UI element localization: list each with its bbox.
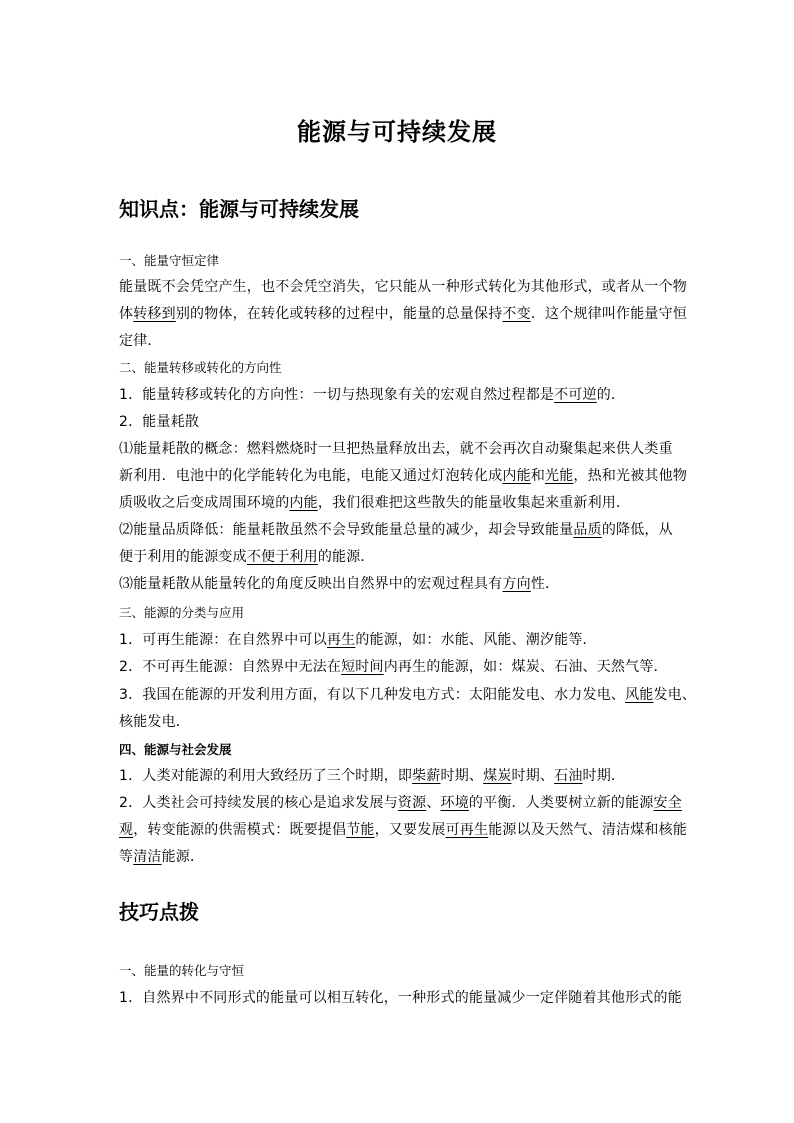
section-heading-energy-conservation: 一、能量守恒定律 bbox=[119, 253, 220, 268]
underlined-term: 光能 bbox=[545, 468, 574, 484]
underlined-term: 方向 bbox=[502, 576, 531, 592]
section-heading-direction: 二、能量转移或转化的方向性 bbox=[119, 360, 282, 375]
underlined-term: 资源 bbox=[397, 795, 427, 811]
underlined-term: 内能 bbox=[502, 468, 531, 484]
underlined-term: 不便于利用 bbox=[246, 549, 318, 565]
text-line: 便于利用的能源变成不便于利用的能源． bbox=[119, 549, 375, 565]
underlined-term: 再生 bbox=[326, 632, 356, 648]
text-line: 1．可再生能源：在自然界中可以再生的能源，如：水能、风能、潮汐能等． bbox=[119, 632, 597, 648]
underlined-term: 节能 bbox=[346, 822, 375, 838]
section-heading-classification: 三、能源的分类与应用 bbox=[119, 605, 245, 620]
text-line: ⑶能量耗散从能量转化的角度反映出自然界中的宏观过程具有方向性． bbox=[119, 576, 560, 592]
underlined-term: 转移到 bbox=[133, 306, 176, 322]
heading-tips: 技巧点拨 bbox=[119, 900, 199, 924]
underlined-term: 安全 bbox=[653, 795, 682, 811]
underlined-term: 不变 bbox=[502, 306, 531, 322]
text-line: 1．能量转移或转化的方向性：一切与热现象有关的宏观自然过程都是不可逆的． bbox=[119, 387, 626, 403]
text-line: 核能发电． bbox=[119, 714, 190, 730]
underlined-term: 短时间 bbox=[341, 659, 384, 675]
text-line: 1．人类对能源的利用大致经历了三个时期，即柴薪时期、煤炭时期、石油时期． bbox=[119, 768, 626, 784]
underlined-term: 观 bbox=[119, 822, 134, 838]
underlined-term: 品质 bbox=[573, 522, 602, 538]
text-line: 观，转变能源的供需模式：既要提倡节能，又要发展可再生能源以及天然气、清洁煤和核能 bbox=[119, 822, 688, 838]
underlined-term: 煤炭 bbox=[483, 768, 512, 784]
underlined-term: 柴薪 bbox=[412, 768, 441, 784]
section-heading-conversion: 一、能量的转化与守恒 bbox=[119, 963, 245, 978]
text-line: 等清洁能源． bbox=[119, 849, 205, 865]
heading-knowledge-points: 知识点：能源与可持续发展 bbox=[119, 197, 359, 221]
text-line: 质吸收之后变成周围环境的内能，我们很难把这些散失的能量收集起来重新利用． bbox=[119, 495, 631, 511]
underlined-term: 石油 bbox=[554, 768, 583, 784]
text-line: 3．我国在能源的开发利用方面，有以下几种发电方式：太阳能发电、水力发电、风能发电、 bbox=[119, 687, 697, 703]
text-line: 2．人类社会可持续发展的核心是追求发展与资源、环境的平衡．人类要树立新的能源安全 bbox=[119, 795, 682, 811]
page-title: 能源与可持续发展 bbox=[297, 118, 497, 146]
underlined-term: 环境 bbox=[440, 795, 469, 811]
underlined-term: 风能 bbox=[625, 687, 654, 703]
text-line: 新利用．电池中的化学能转化为电能，电能又通过灯泡转化成内能和光能，热和光被其他物 bbox=[119, 468, 688, 484]
underlined-term: 内能 bbox=[289, 495, 318, 511]
text-line: 能量既不会凭空产生，也不会凭空消失，它只能从一种形式转化为其他形式，或者从一个物 bbox=[119, 279, 687, 295]
underlined-term: 不可逆 bbox=[554, 387, 597, 403]
underlined-term: 清洁 bbox=[133, 849, 162, 865]
text-line: 定律． bbox=[119, 333, 162, 349]
text-line: 2．能量耗散 bbox=[119, 414, 200, 430]
text-line: 2．不可再生能源：自然界中无法在短时间内再生的能源，如：煤炭、石油、天然气等． bbox=[119, 659, 668, 675]
text-line: 1．自然界中不同形式的能量可以相互转化，一种形式的能量减少一定伴随着其他形式的能 bbox=[119, 990, 682, 1006]
underlined-term: 可再生 bbox=[445, 822, 489, 838]
section-heading-society: 四、能源与社会发展 bbox=[119, 742, 232, 757]
text-line: ⑵能量品质降低：能量耗散虽然不会导致能量总量的减少，却会导致能量品质的降低，从 bbox=[119, 522, 673, 538]
text-line: 体转移到别的物体，在转化或转移的过程中，能量的总量保持不变．这个规律叫作能量守恒 bbox=[119, 306, 688, 322]
text-line: ⑴能量耗散的概念：燃料燃烧时一旦把热量释放出去，就不会再次自动聚集起来供人类重 bbox=[119, 441, 673, 457]
